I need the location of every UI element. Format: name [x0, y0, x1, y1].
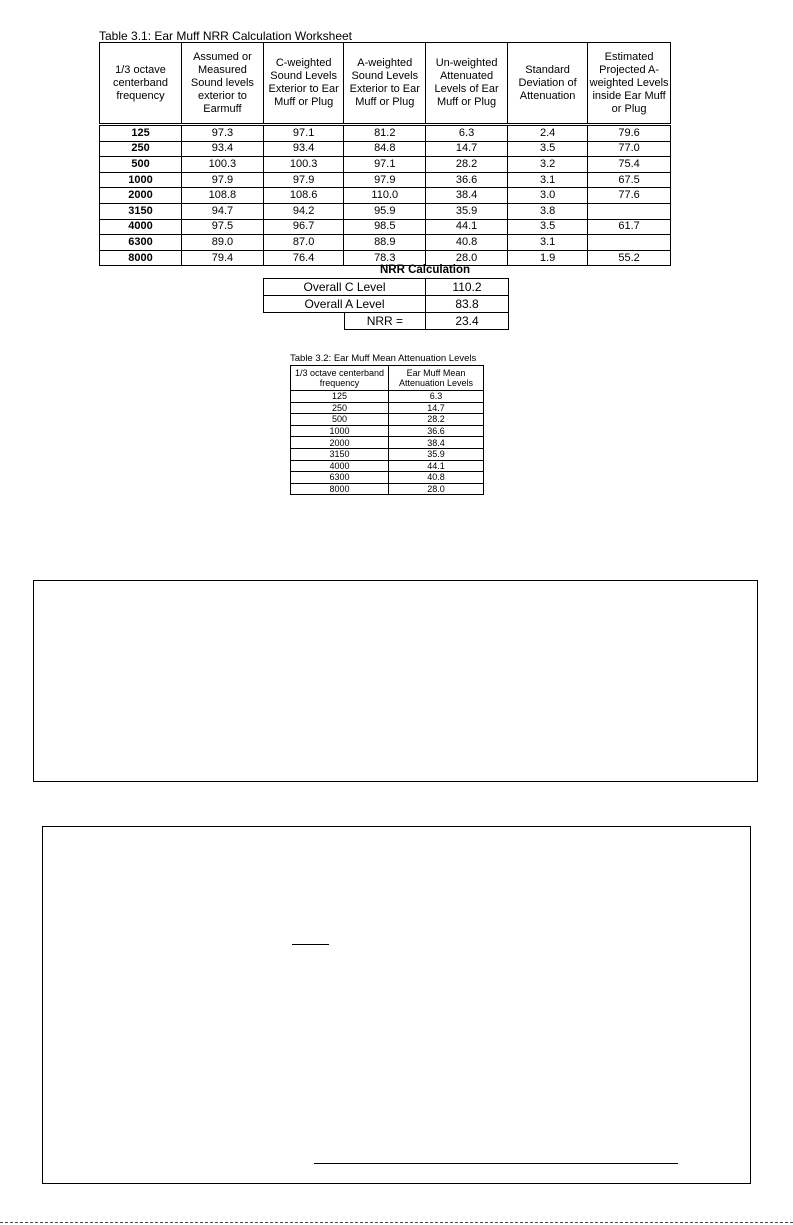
header-measured-levels: Assumed or Measured Sound levels exterior to Earmuff	[182, 43, 264, 125]
value-cell: 77.6	[588, 188, 671, 204]
frequency-cell: 250	[100, 141, 182, 157]
table-row	[100, 219, 671, 235]
value-cell: 110.0	[344, 188, 426, 204]
overall-a-row	[264, 296, 509, 313]
value-cell: 88.9	[344, 235, 426, 251]
value-cell: 28.2	[426, 157, 508, 173]
frequency-cell: 8000	[291, 483, 389, 495]
value-cell: 81.2	[344, 125, 426, 142]
value-cell: 3.2	[508, 157, 588, 173]
value-cell: 97.3	[182, 125, 264, 142]
value-cell: 3.8	[508, 203, 588, 219]
attenuation-cell: 44.1	[389, 460, 484, 472]
value-cell: 55.2	[588, 250, 671, 266]
attenuation-cell: 36.6	[389, 425, 484, 437]
value-cell: 78.3	[344, 250, 426, 266]
table-row	[291, 483, 484, 495]
value-cell: 97.9	[182, 172, 264, 188]
table-row	[291, 402, 484, 414]
header-projected-a-weighted: Estimated Projected A-weighted Levels inside Ear Muff or Plug	[588, 43, 671, 125]
frequency-cell: 1000	[291, 425, 389, 437]
nrr-spacer	[264, 313, 345, 330]
value-cell: 93.4	[263, 141, 344, 157]
frequency-cell: 1000	[100, 172, 182, 188]
value-cell: 79.6	[588, 125, 671, 142]
underline-long	[314, 1163, 678, 1164]
value-cell: 108.8	[182, 188, 264, 204]
value-cell: 96.7	[263, 219, 344, 235]
frequency-cell: 2000	[291, 437, 389, 449]
value-cell: 44.1	[426, 219, 508, 235]
value-cell: 3.5	[508, 141, 588, 157]
attenuation-cell: 38.4	[389, 437, 484, 449]
value-cell	[588, 203, 671, 219]
mean-attenuation-table	[290, 365, 484, 495]
value-cell: 108.6	[263, 188, 344, 204]
overall-a-value: 83.8	[426, 296, 509, 313]
table-row	[100, 172, 671, 188]
value-cell: 3.0	[508, 188, 588, 204]
value-cell: 98.5	[344, 219, 426, 235]
frequency-cell: 6300	[291, 472, 389, 484]
frequency-cell: 125	[100, 125, 182, 142]
table2-caption: Table 3.2: Ear Muff Mean Attenuation Levels	[290, 353, 477, 364]
value-cell: 94.7	[182, 203, 264, 219]
value-cell: 97.9	[344, 172, 426, 188]
frequency-cell: 4000	[100, 219, 182, 235]
header-frequency: 1/3 octave centerband frequency	[291, 366, 389, 391]
value-cell: 97.5	[182, 219, 264, 235]
nrr-worksheet-table	[99, 42, 671, 266]
attenuation-cell: 40.8	[389, 472, 484, 484]
nrr-label: NRR =	[344, 313, 425, 330]
value-cell: 38.4	[426, 188, 508, 204]
value-cell: 100.3	[182, 157, 264, 173]
table-row	[291, 414, 484, 426]
value-cell: 61.7	[588, 219, 671, 235]
attenuation-cell: 6.3	[389, 391, 484, 403]
frequency-cell: 6300	[100, 235, 182, 251]
value-cell: 67.5	[588, 172, 671, 188]
table-row	[100, 188, 671, 204]
underline-short	[292, 944, 329, 945]
attenuation-cell: 28.2	[389, 414, 484, 426]
value-cell: 97.9	[263, 172, 344, 188]
frequency-cell: 500	[100, 157, 182, 173]
attenuation-cell: 14.7	[389, 402, 484, 414]
table-row	[291, 460, 484, 472]
value-cell: 2.4	[508, 125, 588, 142]
table-row	[291, 448, 484, 460]
value-cell: 1.9	[508, 250, 588, 266]
header-unweighted-attenuated: Un-weighted Attenuated Levels of Ear Muff or Plug	[426, 43, 508, 125]
header-a-weighted: A-weighted Sound Levels Exterior to Ear Muff or Plug	[344, 43, 426, 125]
value-cell: 6.3	[426, 125, 508, 142]
value-cell: 87.0	[263, 235, 344, 251]
frequency-cell: 3150	[100, 203, 182, 219]
overall-a-label: Overall A Level	[264, 296, 426, 313]
value-cell	[588, 235, 671, 251]
frequency-cell: 3150	[291, 448, 389, 460]
frequency-cell: 125	[291, 391, 389, 403]
header-std-deviation: Standard Deviation of Attenuation	[508, 43, 588, 125]
value-cell: 35.9	[426, 203, 508, 219]
overall-c-label: Overall C Level	[264, 279, 426, 296]
value-cell: 93.4	[182, 141, 264, 157]
value-cell: 36.6	[426, 172, 508, 188]
table-row	[100, 203, 671, 219]
nrr-calculation-title: NRR Calculation	[379, 264, 471, 276]
value-cell: 75.4	[588, 157, 671, 173]
value-cell: 89.0	[182, 235, 264, 251]
empty-answer-box	[33, 580, 758, 782]
value-cell: 3.1	[508, 172, 588, 188]
value-cell: 95.9	[344, 203, 426, 219]
frequency-cell: 2000	[100, 188, 182, 204]
frequency-cell: 8000	[100, 250, 182, 266]
table-row	[291, 425, 484, 437]
table-row	[100, 157, 671, 173]
value-cell: 100.3	[263, 157, 344, 173]
nrr-value: 23.4	[426, 313, 509, 330]
value-cell: 14.7	[426, 141, 508, 157]
table-row	[291, 391, 484, 403]
value-cell: 97.1	[263, 125, 344, 142]
frequency-cell: 250	[291, 402, 389, 414]
value-cell: 79.4	[182, 250, 264, 266]
value-cell: 28.0	[426, 250, 508, 266]
table-row	[291, 472, 484, 484]
value-cell: 84.8	[344, 141, 426, 157]
attenuation-cell: 28.0	[389, 483, 484, 495]
header-frequency: 1/3 octave centerband frequency	[100, 43, 182, 125]
attenuation-cell: 35.9	[389, 448, 484, 460]
nrr-calculation-table	[263, 278, 509, 330]
frequency-cell: 4000	[291, 460, 389, 472]
value-cell: 94.2	[263, 203, 344, 219]
table-row	[100, 235, 671, 251]
value-cell: 76.4	[263, 250, 344, 266]
frequency-cell: 500	[291, 414, 389, 426]
table-row	[100, 141, 671, 157]
overall-c-value: 110.2	[426, 279, 509, 296]
table-row	[100, 125, 671, 142]
value-cell: 77.0	[588, 141, 671, 157]
table-header-row	[291, 366, 484, 391]
header-c-weighted: C-weighted Sound Levels Exterior to Ear Muff or Plug	[263, 43, 344, 125]
value-cell: 40.8	[426, 235, 508, 251]
value-cell: 3.1	[508, 235, 588, 251]
table-header-row	[100, 43, 671, 125]
overall-c-row	[264, 279, 509, 296]
page-edge	[0, 1222, 793, 1223]
table-row	[291, 437, 484, 449]
value-cell: 97.1	[344, 157, 426, 173]
table1-caption: Table 3.1: Ear Muff NRR Calculation Worksheet	[99, 29, 353, 43]
nrr-row	[264, 313, 509, 330]
empty-work-box	[42, 826, 751, 1184]
header-mean-attenuation: Ear Muff Mean Attenuation Levels	[389, 366, 484, 391]
value-cell: 3.5	[508, 219, 588, 235]
